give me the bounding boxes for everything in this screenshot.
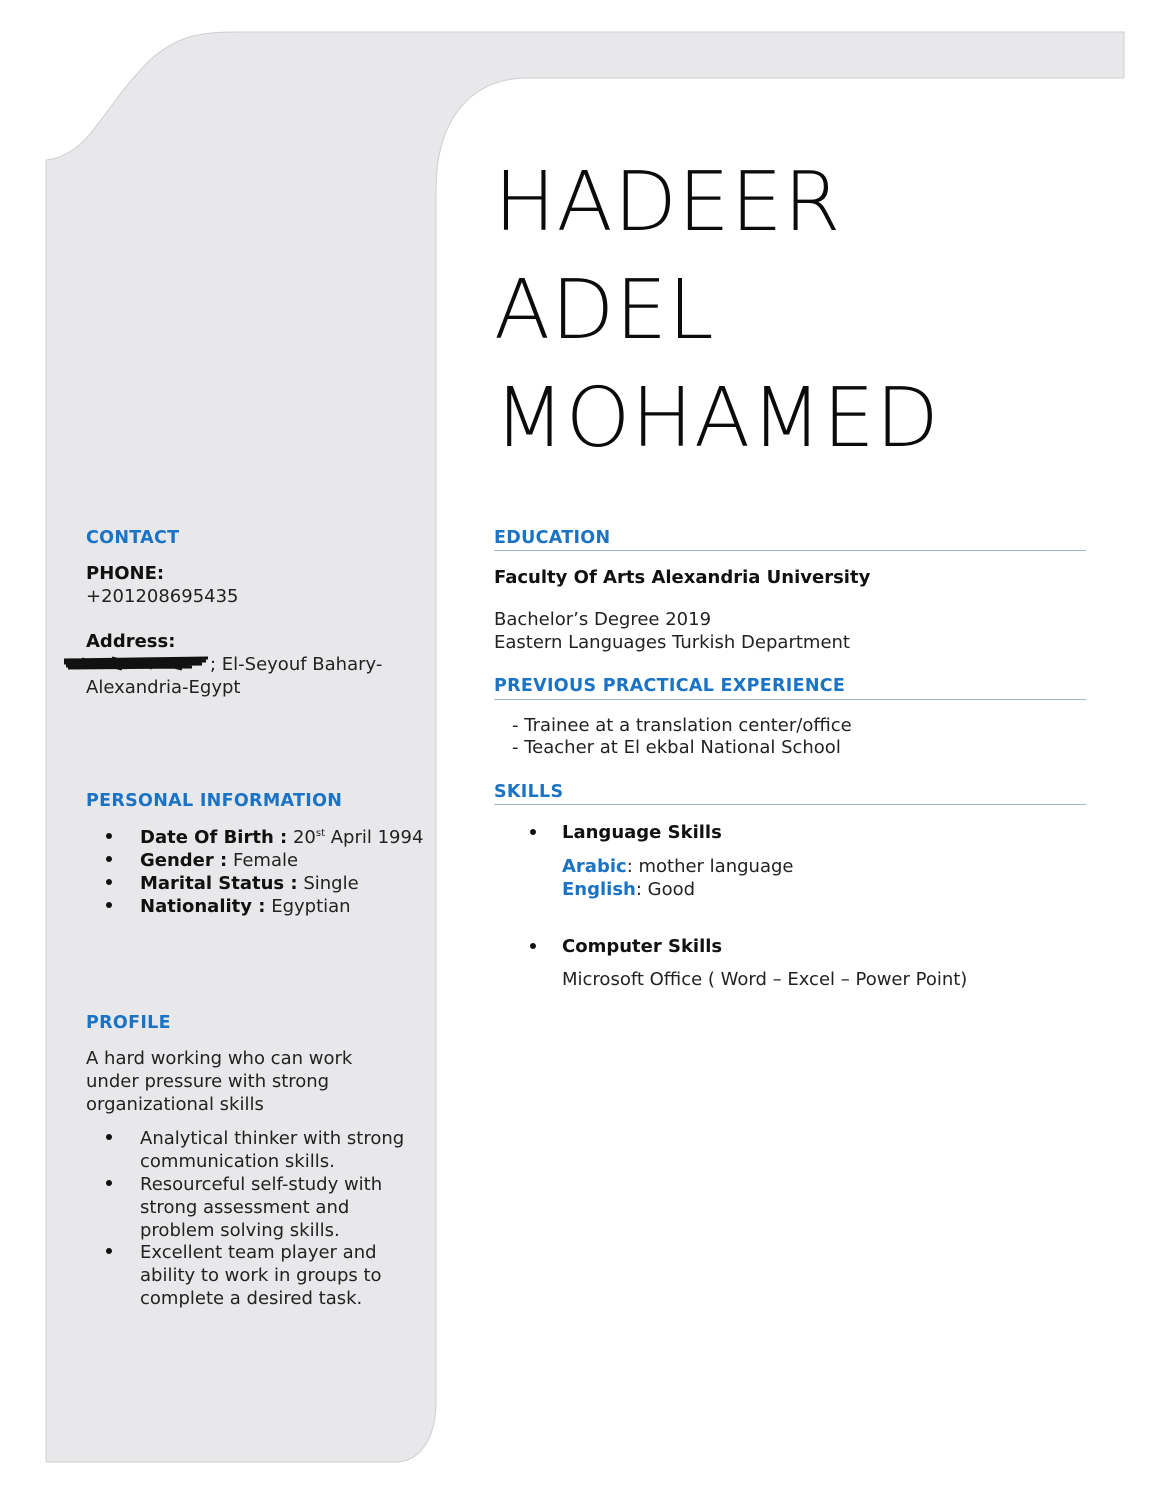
name-middle: ADEL (494, 263, 715, 358)
marital-label: Marital Status : (140, 873, 298, 894)
profile-bullet-line: Excellent team player and (140, 1242, 377, 1263)
address-line1: ; El-Seyouf Bahary- (210, 654, 383, 675)
profile-summary-line: organizational skills (86, 1094, 264, 1115)
dob-day: 20 (292, 827, 316, 848)
education-degree: Bachelor’s Degree 2019 (494, 609, 712, 630)
redaction-scribble (62, 654, 210, 672)
dob-label: Date Of Birth : (140, 827, 288, 848)
bullet-icon (106, 856, 112, 862)
experience-divider (494, 699, 1086, 700)
computer-skills-title: Computer Skills (562, 936, 723, 957)
arabic-label: Arabic (562, 856, 627, 877)
profile-heading: PROFILE (86, 1013, 171, 1033)
education-department: Eastern Languages Turkish Department (494, 632, 850, 653)
profile-summary (86, 1047, 352, 1116)
bullet-icon (106, 1180, 112, 1186)
arabic-value: : mother language (626, 856, 794, 877)
profile-bullet-line: complete a desired task. (140, 1288, 363, 1309)
dob-rest: April 1994 (330, 827, 424, 848)
bullet-icon (106, 879, 112, 885)
contact-heading: CONTACT (86, 528, 180, 548)
profile-bullet (140, 1173, 382, 1242)
name-last: MOHAMED (494, 371, 940, 466)
bullet-icon (106, 902, 112, 908)
language-skills-title: Language Skills (562, 822, 722, 843)
gender-item (140, 849, 298, 872)
nationality-label: Nationality : (140, 896, 266, 917)
dob-item (140, 826, 423, 849)
address-line2: Alexandria-Egypt (86, 677, 241, 698)
address-label: Address: (86, 631, 176, 652)
experience-item: - Teacher at El ekbal National School (512, 737, 841, 758)
skills-divider (494, 804, 1086, 805)
profile-bullet-line: Analytical thinker with strong (140, 1128, 405, 1149)
marital-value: Single (303, 873, 359, 894)
computer-skills-value: Microsoft Office ( Word – Excel – Power Point) (562, 969, 968, 990)
personal-heading: PERSONAL INFORMATION (86, 791, 343, 811)
nationality-value: Egyptian (271, 896, 351, 917)
marital-item (140, 872, 359, 895)
profile-bullet-line: strong assessment and (140, 1197, 350, 1218)
education-divider (494, 550, 1086, 551)
experience-heading: PREVIOUS PRACTICAL EXPERIENCE (494, 676, 846, 696)
dob-suffix: st (315, 828, 325, 839)
gender-value: Female (232, 850, 299, 871)
profile-bullet-line: ability to work in groups to (140, 1265, 382, 1286)
profile-bullet (140, 1127, 404, 1173)
arabic-skill (562, 855, 794, 878)
english-label: English (562, 879, 636, 900)
bullet-icon (530, 943, 536, 949)
bullet-icon (106, 833, 112, 839)
education-heading: EDUCATION (494, 528, 611, 548)
name-first: HADEER (494, 155, 842, 250)
gender-label: Gender : (140, 850, 228, 871)
education-school: Faculty Of Arts Alexandria University (494, 567, 871, 588)
english-skill (562, 878, 695, 901)
experience-item: - Trainee at a translation center/office (512, 715, 852, 736)
profile-bullet-line: communication skills. (140, 1151, 335, 1172)
profile-bullet-line: Resourceful self-study with (140, 1174, 383, 1195)
profile-bullet (140, 1241, 382, 1310)
skills-heading: SKILLS (494, 782, 564, 802)
profile-summary-line: under pressure with strong (86, 1071, 330, 1092)
bullet-icon (530, 829, 536, 835)
bullet-icon (106, 1248, 112, 1254)
phone-label: PHONE: (86, 563, 165, 584)
nationality-item (140, 895, 351, 918)
bullet-icon (106, 1134, 112, 1140)
phone-value: +201208695435 (86, 586, 239, 607)
profile-summary-line: A hard working who can work (86, 1048, 353, 1069)
profile-bullet-line: problem solving skills. (140, 1220, 340, 1241)
english-value: : Good (635, 879, 696, 900)
